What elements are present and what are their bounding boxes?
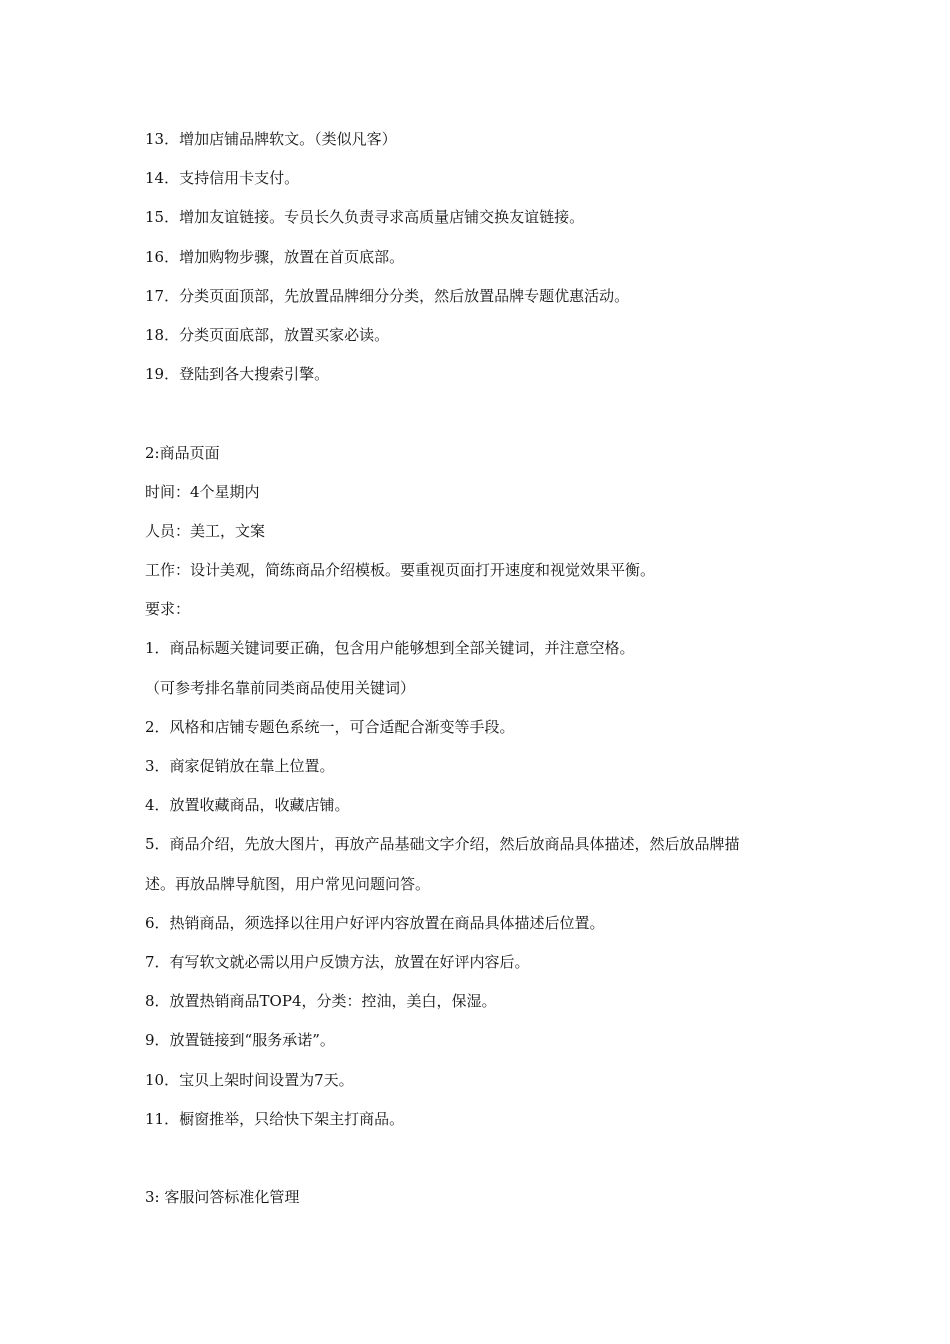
list-item: 9．放置链接到“服务承诺”。: [145, 1031, 335, 1050]
section-heading: 2:商品页面: [145, 443, 220, 462]
list-item: 述。再放品牌导航图，用户常见问题问答。: [145, 874, 431, 893]
list-item: 6．热销商品，须选择以往用户好评内容放置在商品具体描述后位置。: [145, 913, 605, 932]
list-item: 13．增加店铺品牌软文。（类似凡客）: [145, 130, 397, 148]
list-item: 11．橱窗推举，只给快下架主打商品。: [145, 1109, 405, 1128]
list-item: 15．增加友谊链接。专员长久负责寻求高质量店铺交换友谊链接。: [145, 208, 585, 227]
list-item: 16．增加购物步骤，放置在首页底部。: [145, 247, 405, 266]
section-heading: 3: 客服问答标准化管理: [145, 1188, 300, 1207]
list-item: 14．支持信用卡支付。: [145, 169, 300, 188]
document-page: [145, 120, 825, 1217]
people-line: 人员：美工，文案: [145, 521, 266, 540]
list-item: 3．商家促销放在靠上位置。: [145, 757, 335, 775]
list-item: （可参考排名靠前同类商品使用关键词）: [145, 678, 416, 697]
list-item: 4．放置收藏商品，收藏店铺。: [145, 796, 350, 815]
list-item: 1．商品标题关键词要正确，包含用户能够想到全部关键词，并注意空格。: [145, 639, 635, 658]
requirements-label: 要求：: [145, 600, 191, 619]
list-item: 5．商品介绍，先放大图片，再放产品基础文字介绍，然后放商品具体描述，然后放品牌描: [145, 835, 740, 854]
blank-line: [145, 394, 825, 433]
work-line: 工作：设计美观，简练商品介绍模板。要重视页面打开速度和视觉效果平衡。: [145, 561, 656, 580]
list-item: 17．分类页面顶部，先放置品牌细分分类，然后放置品牌专题优惠活动。: [145, 286, 630, 305]
list-item: 7．有写软文就必需以用户反馈方法，放置在好评内容后。: [145, 952, 530, 971]
list-item: 19．登陆到各大搜索引擎。: [145, 365, 330, 384]
list-item: 2．风格和店铺专题色系统一，可合适配合渐变等手段。: [145, 717, 515, 736]
list-item: 10．宝贝上架时间设置为7天。: [145, 1070, 354, 1089]
blank-line: [145, 1139, 825, 1178]
time-line: 时间：4个星期内: [145, 482, 260, 501]
list-item: 8．放置热销商品TOP4，分类：控油，美白，保湿。: [145, 992, 497, 1011]
list-item: 18．分类页面底部，放置买家必读。: [145, 325, 390, 344]
